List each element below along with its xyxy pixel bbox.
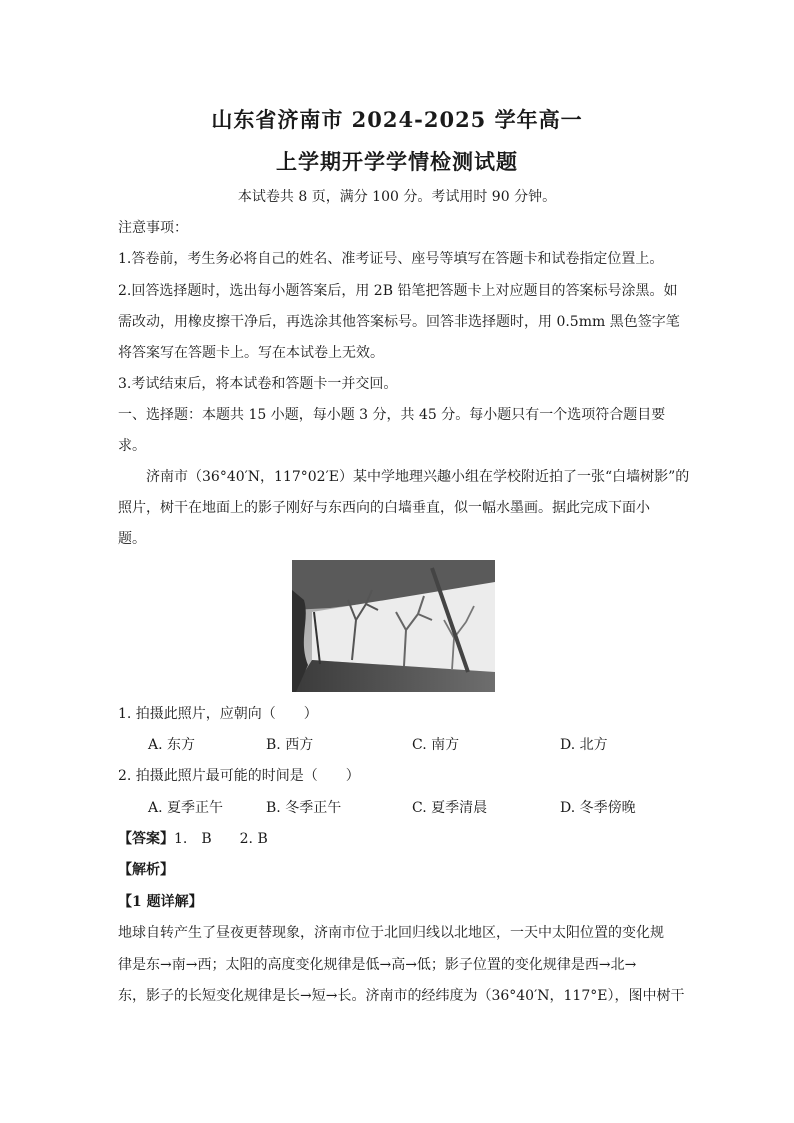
question-1-stem: 1. 拍摄此照片，应朝向（ ） xyxy=(118,706,318,722)
answer-row xyxy=(118,829,678,849)
explanation-line1: 地球自转产生了昼夜更替现象，济南市位于北回归线以北地区，一天中太阳位置的变化规 xyxy=(118,925,664,941)
question-2-stem: 2. 拍摄此照片最可能的时间是（ ） xyxy=(118,768,360,784)
answer-label: 【答案】 xyxy=(118,831,174,847)
section-title-line2: 求。 xyxy=(118,438,146,454)
explanation-line2: 律是东→南→西；太阳的高度变化规律是低→高→低；影子位置的变化规律是西→北→ xyxy=(118,957,637,973)
q1-option-b[interactable]: B. 西方 xyxy=(266,737,314,753)
q2-option-a[interactable]: A. 夏季正午 xyxy=(148,800,224,816)
note-2-line2: 需改动，用橡皮擦干净后，再选涂其他答案标号。回答非选择题时，用 0.5mm 黑色签字笔 xyxy=(118,314,680,330)
passage-line3: 题。 xyxy=(118,531,146,547)
note-2-line3: 将答案写在答题卡上。写在本试卷上无效。 xyxy=(118,345,384,361)
passage-line1: 济南市（36°40′N，117°02′E）某中学地理兴趣小组在学校附近拍了一张“白墙树影”的 xyxy=(146,469,690,485)
exam-title-line1: 山东省济南市 2024-2025 学年高一 xyxy=(211,107,583,132)
q1-option-c[interactable]: C. 南方 xyxy=(412,737,460,753)
note-3: 3.考试结束后，将本试卷和答题卡一并交回。 xyxy=(118,376,398,392)
q1-option-d[interactable]: D. 北方 xyxy=(560,737,608,753)
notes-heading: 注意事项： xyxy=(118,220,188,236)
exam-title-line2: 上学期开学学情检测试题 xyxy=(276,149,518,174)
note-1: 1.答卷前，考生务必将自己的姓名、准考证号、座号等填写在答题卡和试卷指定位置上。 xyxy=(118,251,664,267)
passage-line2: 照片，树干在地面上的影子刚好与东西向的白墙垂直，似一幅水墨画。据此完成下面小 xyxy=(118,500,650,516)
white-wall-tree-shadow-photo xyxy=(292,560,495,692)
q1-option-a[interactable]: A. 东方 xyxy=(148,737,196,753)
q2-option-d[interactable]: D. 冬季傍晚 xyxy=(560,800,636,816)
q2-option-c[interactable]: C. 夏季清晨 xyxy=(412,800,488,816)
detail-label: 【1 题详解】 xyxy=(118,894,203,910)
note-2-line1: 2.回答选择题时，选出每小题答案后，用 2B 铅笔把答题卡上对应题目的答案标号涂黑。如 xyxy=(118,283,678,299)
explanation-line3: 东，影子的长短变化规律是长→短→长。济南市的经纬度为（36°40′N，117°E），图中树干 xyxy=(118,988,685,1004)
answer-text: 1. B 2. B xyxy=(174,831,268,847)
q2-option-b[interactable]: B. 冬季正午 xyxy=(266,800,342,816)
section-title-line1: 一、选择题：本题共 15 小题，每小题 3 分，共 45 分。每小题只有一个选项符合题目要 xyxy=(118,407,666,423)
exam-subtitle: 本试卷共 8 页，满分 100 分。考试用时 90 分钟。 xyxy=(237,189,557,205)
analysis-label: 【解析】 xyxy=(118,862,174,878)
